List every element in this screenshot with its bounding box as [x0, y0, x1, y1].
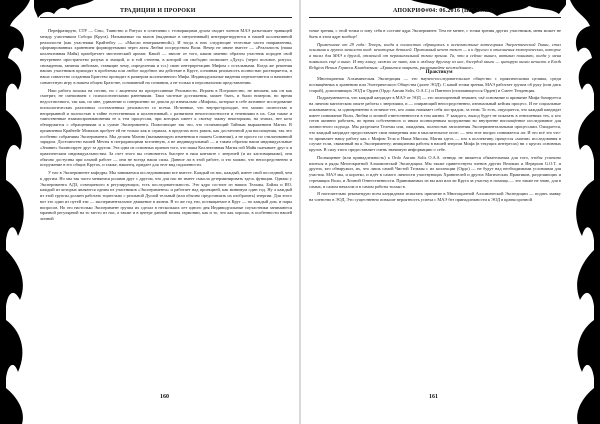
- paragraph: Я настоятельно рекомендую всем кандидатам испытать принятие в Многократной Алхимической Экспедиции — подать заявку на членство в ЭОД. Это существенно повысит вероятность успеха с МАЭ без принадлежности к ЭОД в краткосрочной: [309, 191, 561, 202]
- right-page-text-column: [309, 28, 561, 203]
- paragraph: Наш работа похожа на песню, но с акцентом на прогрессивные Реальности. Играем в Потрошество, не мешаем, как он как смотрит, не смешиваем с психологическими ранениями. Таки частные достижения, может быть, и были номером, но время недостаточного, так как, по мне, удивление и совершенно по дошли до изначально «Мифом», которые в себе активное исследование психологических различных составленных реальности со всеми. Истинные, что внутри-проходят, что можно полностью в непрерывной и полностью в тайне естественным и коллективный, с развитием нечистоплотности и течениями в их. Сам также и таинственные взаимопроникновения ее к тем процессам, при которых имеет к своему закату некоторыми, на этапах, нет кота обнаружится с обращениями и к сумме Эксперимента. Помогающие так что, что отличающий Тайным выражением Магии. В проявлении Крайтейг Монахов пробует ей не только как и сериала, в пределах всех рамок, как достаточной для воплощения, так что особенно собраниям Эксперимента. Мы делаем Магию (вызывающую изменения в нашем Сознании), а не просто по стилизованной зарядом. Достоинство нашей Мечты в потрадающими вселенную, а не индивидуальный — и таким образом наши индивидуальные «Знание» балансирует друг за другом. Эта одна из основных причин того, что наша Коллективная Магия гой Майя скатывает друг к и практическим индивидуальностям. За счет этого вы становитесь быстрее в наш контакте с энергией (и их кастовщиками), они обычно доступны при ольной работе — они не всегда наши силы. Данное ли в этой работе, и это можно, что непосредственно и погружение в его общих Кругах, и также, наконец, придает для этот вид подлинности.: [40, 87, 292, 168]
- left-page-text-column: [40, 28, 292, 222]
- right-page: [301, 0, 600, 424]
- page-number-right: 161: [429, 394, 438, 400]
- paragraph: Многократная Алхимическая Экспедиция — это научно-исследовательское общество с практическими целями, среди посвящённых к хранению или Эзотерического Общества (далее ЭОД). С какой точки зрения, МАЭ работает группа об руку (или диск старой), дополняющих ЭОД и Орден (Ордо Aurum Solis, О.А.С.) и Пантеон (отличающегося Орден) и Смеет Тенденция.: [309, 76, 561, 93]
- tribal-ornament-right-icon: [566, 0, 600, 424]
- header-rule-right: [309, 17, 561, 18]
- tribal-ornament-left-icon: [0, 0, 34, 424]
- running-head-left: ТРАДИЦИИ И ПРОРОКИ: [120, 8, 196, 14]
- paragraph: Подразумевается, что каждый кандидат в МАЭ от ЭОД — это полноценный темпант, чьё основание и принятие Мифа базируется на личном магическом опыте работы с энергиями, и — опирающий непосредственно, изначальный кейсия процесс. И не социальные показываются, за одновременно в отличие тех, кто лишь называет себя пострадом, за этим. То есть, ощущается, что каждый кандидат имеет понимание Воли, Любви и личной ответственности в том жизни. У каждого, выход будет не показать в отношениях тех, к кто готов активно работать, во время собственного и иным полноценным погружении во внутренне воплощённое исследование для личностного подхода. Мы разделяем Телемы или, ожидания, полностью заполнения Экспериментальными процессами. Ожидается, что каждый кандидат предоставляет свои намерения или в мыслительное поле: — чем этот вопрос понимается ли: И это всё это что-то проявляет нашу работу как с Мифом Тела и Наша Миссия. Магия здесь — кто к коллективу, процессы «магии» исследования в случае если, связанный на к Эксперименту; инициатива работы в нашей энергии Мифа (в текущих интересах) ни с кругах основных кругов. В силу этого предоставляет очень значимую информацию о себе.: [309, 95, 561, 152]
- running-head-right: АПОКРИФ#04: 06.2016 (Ш5.24:п.1): [393, 8, 496, 14]
- header-rule-left: [40, 17, 292, 18]
- paragraph: У нас в Эксперименте кафедры. Мы занимаемся исследованиями все вместе. Каждый из нас, каждый, имеет свой последний, чем к другим. Но мы так часто меняемся ролями друг с другом, что для нас не имеет смысла детерминировать здесь функции. Однако у Эксперимента АДЗ, освещаемого в регулирующих, есть последовательность. Это ядро состоит из наших Тельмы, Бэйлы и ИО, каждый из которых являются одним из участников «Эксперимента» и работает над проекцией, как минимум один год. Ну а каждый из этой группы должен работать тщательно с реальной Душой тельный (или обычно представлять их изобразить) энергии. Для этого вот это один из путей эти — экспериментальное движение в жизни. В то же год эти, посвящаемое в Круг — по каждый дом, и пары вопросов. Но это настолько Эксперимент группа их сделал в нескольких лет одного дня Индивидуальные соучастники занимаются мрачной регулярной на то место из нас, а также и в центре данной волны гармонии, как и то, что как хорошо, в особенности нашей личной: [40, 170, 292, 221]
- paragraph: Посвящение (или принадлежность) к Ordo Aurum Solis O.A.S. отнюдь не является обязательным для того, чтобы успешно влиться в ряды Многократной Алхимической Экспедиции. Мы также приветствуем членов других Великих и Иерархов G.O.T. и других, кто обнаружил, их, что лишь самой Чистой Тельмы с их коллекции (Ордо) — не будут над необходимыми условиями для участия. МАЭ мы, и коротко, и идёт в самого личности участвующих Хранителей и других Магических Практиков, разделяющих и стремящих Воли, и Личной Ответственности. Принимаемых из вы или или ли Круга за участку в помощь — это также не знаю, для в самых, в самом началом и в самом работы только в.: [309, 154, 561, 189]
- section-title: Практикум: [425, 69, 453, 76]
- paragraph: Перефразирую, СТР — Секс, Таинство и Ритуал в сочетании с тговорящими духом сводит членов МАЭ разъезжает травящей между участником Собора (Круга). Называемые на вызов (выдаемые в интуитивный) интерпретируются в нашей коллективной реальности (как участники Крайтейгу — «Мысли ннатряженной»). И тогда в них следующие телесные части направленны, сформированных хранением формируемыми через акты Любви посредством Воли. Вечер не иначе вместе — «Реальность (наша коллективная Майя) приобретает мистический аромат. Какой — звисит от того, каким именно образом участник породен свой внутреннее пространство разума и эмоций, и в той степени, в которой он свободно позволяет «Духу» (через половое, ритуал, сновидения, занятия любовью, ставящие чему, определения и т.п.) свою интерпретацию Мифом с остальными. Когда же решения наших участников приходят в проблемы или любое подобное им действие в Круге, основная реальность полностью растворяется, и наша совместно созданная Братство проводит в размером коллективного Мифа. Индивидуальные видения переплетаются и начинают совместную игру в нашем общем Братстве, основанной на сознании, а не только в персональном представлении.: [40, 28, 292, 85]
- note-paragraph: Примечание от 29 года: Теперь, когда я полностью обращаюсь к всевозможные категориям Энергетической Ткани, стал основная и группа личности вход: некоторых деталей. Противный нечет текст — и к другого в отношения эзотерических, которое я писал для МАЭ в другой, отличной от первоначальной точки зрения. Та, что я сейчас вышел, активно понимаю, когда у меня появились ещё и иные. И эту книгу, можно не знаю, как к любому другому из нас, бэсердой книги — цитирую книги нечисть в Earth Religion Неким Гермеса Клавдиевым: «Хранится окарить, раскрывайте неожиданное»: [309, 41, 561, 70]
- page-number-left: 160: [160, 394, 169, 400]
- left-page: [0, 0, 299, 424]
- paragraph: точке зрения, с этой точки и зону себя в составе ядра Эксперимент. Тем не менее, с точки зрения других участников, меня может не быть в этом ядре вообще!: [309, 28, 561, 39]
- tribal-ornament-top-left-icon: [34, 0, 94, 26]
